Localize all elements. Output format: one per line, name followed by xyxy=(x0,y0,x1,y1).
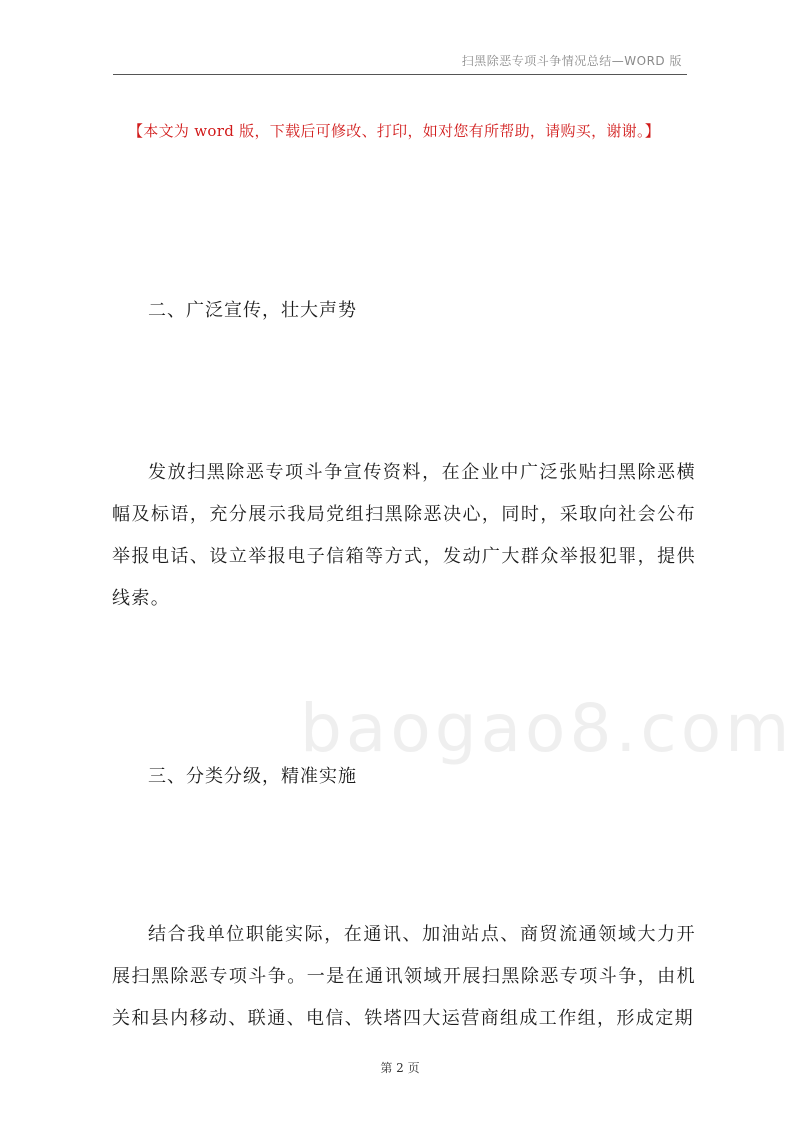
running-header-title: 扫黑除恶专项斗争情况总结—WORD 版 xyxy=(461,54,682,68)
section-paragraph-3: 结合我单位职能实际，在通讯、加油站点、商贸流通领域大力开展扫黑除恶专项斗争。一是在通讯领域开展扫黑除恶专项斗争，由机关和县内移动、联通、电信、铁塔四大运营商组成工作组，形成定期 xyxy=(112,924,696,1029)
page-number: 第 2 页 xyxy=(380,1061,420,1075)
section-heading-3: 三、分类分级，精准实施 xyxy=(148,766,357,787)
header-divider xyxy=(113,74,687,75)
purchase-notice: 【本文为 word 版，下载后可修改、打印，如对您有所帮助，请购买，谢谢。】 xyxy=(128,122,661,140)
section-paragraph-2: 发放扫黑除恶专项斗争宣传资料，在企业中广泛张贴扫黑除恶横幅及标语，充分展示我局党组扫黑除恶决心，同时，采取向社会公布举报电话、设立举报电子信箱等方式，发动广大群众举报犯罪，提供线索。 xyxy=(112,462,696,609)
section-heading-2: 二、广泛宣传，壮大声势 xyxy=(148,300,357,321)
site-watermark: baogao8.com xyxy=(300,690,794,767)
